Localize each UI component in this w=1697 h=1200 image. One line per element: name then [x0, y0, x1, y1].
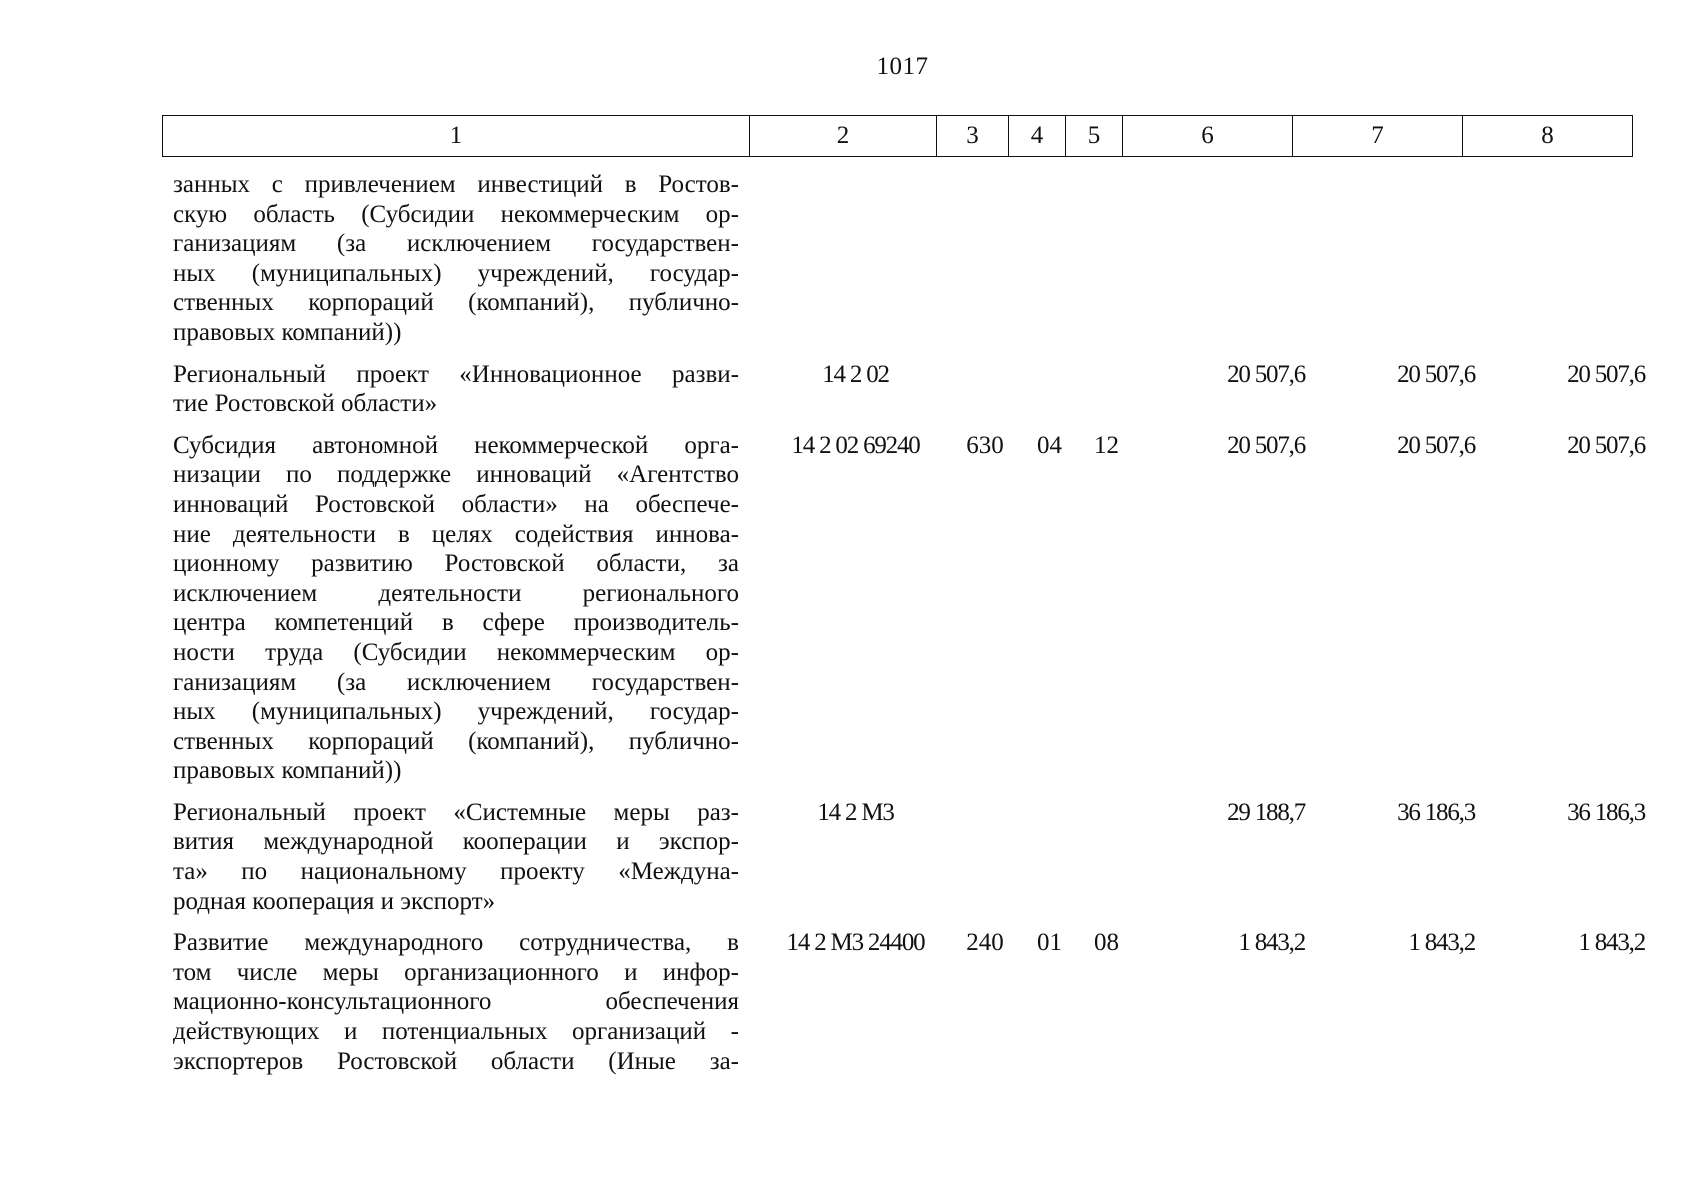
description-line: ганизациям (за исключением государствен-	[173, 230, 739, 258]
table-row	[162, 431, 1645, 786]
description-line: Региональный проект «Инновационное разви-	[173, 360, 739, 388]
amount-year3-cell: 36 186,3	[1567, 798, 1645, 826]
description-line: ных (муниципальных) учреждений, государ-	[173, 259, 739, 287]
description-line: занных с привлечением инвестиций в Ростов-	[173, 171, 739, 198]
table-row	[162, 928, 1645, 1076]
amount-year3-cell: 20 507,6	[1567, 360, 1645, 388]
description-line: исключением деятельности регионального	[173, 579, 739, 607]
section-cell: 01	[1037, 929, 1062, 957]
description-line: вития международной кооперации и экспор-	[173, 828, 739, 856]
expense-type-cell: 240	[966, 929, 1004, 957]
amount-year1-cell: 1 843,2	[1238, 929, 1305, 957]
row-description	[173, 170, 739, 348]
column-header-row	[163, 116, 1633, 157]
description-line: Субсидия автономной некоммерческой орга-	[173, 431, 739, 459]
row-description	[173, 798, 739, 916]
description-line: тие Ростовской области»	[173, 390, 438, 418]
subsection-cell: 08	[1094, 929, 1119, 957]
amount-year1-cell: 20 507,6	[1227, 360, 1305, 388]
table-body	[162, 158, 1645, 1076]
description-line: мационно-консультационного обеспечения	[173, 988, 739, 1016]
description-line: центра компетенций в сфере производитель-	[173, 609, 739, 637]
table-row	[162, 360, 1645, 419]
row-description	[173, 360, 739, 419]
row-description	[173, 431, 739, 786]
description-line: Региональный проект «Системные меры раз-	[173, 798, 739, 826]
column-header-8: 8	[1463, 116, 1633, 157]
table-row	[162, 798, 1645, 916]
column-header-1: 1	[163, 116, 750, 157]
description-line: действующих и потенциальных организаций -	[173, 1018, 739, 1046]
description-line: ных (муниципальных) учреждений, государ-	[173, 698, 739, 726]
description-line: родная кооперация и экспорт»	[173, 887, 496, 915]
amount-year2-cell: 36 186,3	[1397, 798, 1475, 826]
column-header-2: 2	[750, 116, 937, 157]
column-header-3: 3	[937, 116, 1009, 157]
column-header-4: 4	[1009, 116, 1066, 157]
amount-year2-cell: 20 507,6	[1397, 431, 1475, 459]
description-line: низации по поддержке инноваций «Агентство	[173, 461, 739, 489]
description-line: ственных корпораций (компаний), публично-	[173, 289, 739, 317]
table-row	[162, 170, 1637, 348]
description-line: ганизациям (за исключением государствен-	[173, 668, 739, 696]
amount-year1-cell: 20 507,6	[1227, 431, 1305, 459]
column-header-6: 6	[1123, 116, 1293, 157]
column-header-5: 5	[1066, 116, 1123, 157]
description-line: ности труда (Субсидии некоммерческим ор-	[173, 638, 739, 666]
description-line: Развитие международного сотрудничества, в	[173, 929, 739, 957]
amount-year2-cell: 20 507,6	[1397, 360, 1475, 388]
section-cell: 04	[1037, 431, 1062, 459]
description-line: ственных корпораций (компаний), публично-	[173, 727, 739, 755]
column-header-7: 7	[1293, 116, 1463, 157]
description-line: том числе меры организационного и инфор-	[173, 958, 739, 986]
row-description	[173, 928, 739, 1076]
page-number: 1017	[876, 53, 929, 80]
description-line: та» по национальному проекту «Междуна-	[173, 858, 739, 886]
description-line: ционному развитию Ростовской области, за	[173, 550, 739, 578]
description-line: инноваций Ростовской области» на обеспече-	[173, 490, 739, 518]
description-line: скую область (Субсидии некоммерческим ор-	[173, 200, 739, 228]
amount-year1-cell: 29 188,7	[1227, 798, 1305, 826]
budget-code-cell: 14 2 02	[822, 360, 889, 388]
description-line: экспортеров Ростовской области (Иные за-	[173, 1047, 739, 1075]
budget-code-cell: 14 2 02 69240	[791, 431, 920, 459]
description-line: ние деятельности в целях содействия иннова-	[173, 520, 739, 548]
budget-code-cell: 14 2 М3	[817, 798, 894, 826]
amount-year2-cell: 1 843,2	[1408, 929, 1475, 957]
description-line: правовых компаний))	[173, 757, 402, 785]
amount-year3-cell: 1 843,2	[1578, 929, 1645, 957]
subsection-cell: 12	[1094, 431, 1119, 459]
description-line: правовых компаний))	[173, 318, 402, 346]
amount-year3-cell: 20 507,6	[1567, 431, 1645, 459]
budget-code-cell: 14 2 М3 24400	[786, 929, 925, 957]
expense-type-cell: 630	[966, 431, 1004, 459]
column-header-table	[162, 115, 1633, 157]
